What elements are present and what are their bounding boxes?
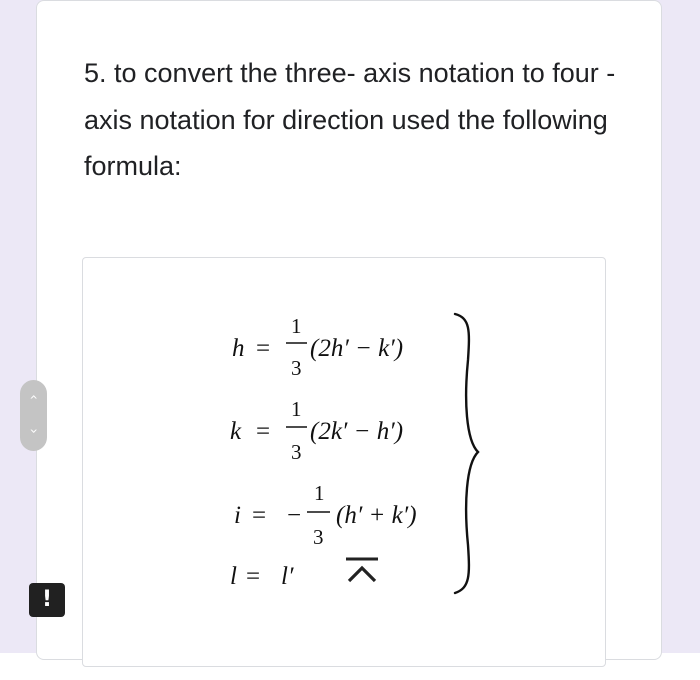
question-text: 5. to convert the three- axis notation to four - axis notation for direction used the following formula: xyxy=(84,58,616,181)
formula-row-4-equals: = xyxy=(246,563,261,590)
formula-row-2-lhs: k xyxy=(230,418,242,445)
formula-row-3-lhs: i xyxy=(234,502,241,529)
formula-row-1-equals: = xyxy=(256,335,271,362)
formula-row-2-equals: = xyxy=(256,418,271,445)
formula-row-4-rhs: l′ xyxy=(281,563,294,590)
alert-icon[interactable]: ! xyxy=(29,583,65,617)
formula-row-1-expression: (2h′ − k′) xyxy=(310,335,404,362)
formula-right-brace xyxy=(455,314,478,593)
formula-row-3-minus: − xyxy=(287,502,302,529)
chevron-up-icon[interactable]: ‹ xyxy=(25,394,42,400)
formula-row-1-lhs: h xyxy=(232,335,245,362)
formula-row-2-denominator: 3 xyxy=(291,440,302,464)
formula-row-3-numerator: 1 xyxy=(314,481,325,505)
collapse-up-icon[interactable] xyxy=(344,556,380,586)
formula-row-2-expression: (2k′ − h′) xyxy=(310,418,404,445)
chevron-down-icon[interactable]: › xyxy=(25,428,42,434)
formula-row-3-denominator: 3 xyxy=(313,525,324,549)
formula-row-1-numerator: 1 xyxy=(291,314,302,338)
formula-row-2-numerator: 1 xyxy=(291,397,302,421)
formula-row-4-lhs: l xyxy=(230,563,237,590)
formula-row-3-equals: = xyxy=(252,502,267,529)
formula-row-3-expression: (h′ + k′) xyxy=(336,502,417,529)
formula-row-1-denominator: 3 xyxy=(291,356,302,380)
scroll-handle[interactable] xyxy=(20,380,47,451)
